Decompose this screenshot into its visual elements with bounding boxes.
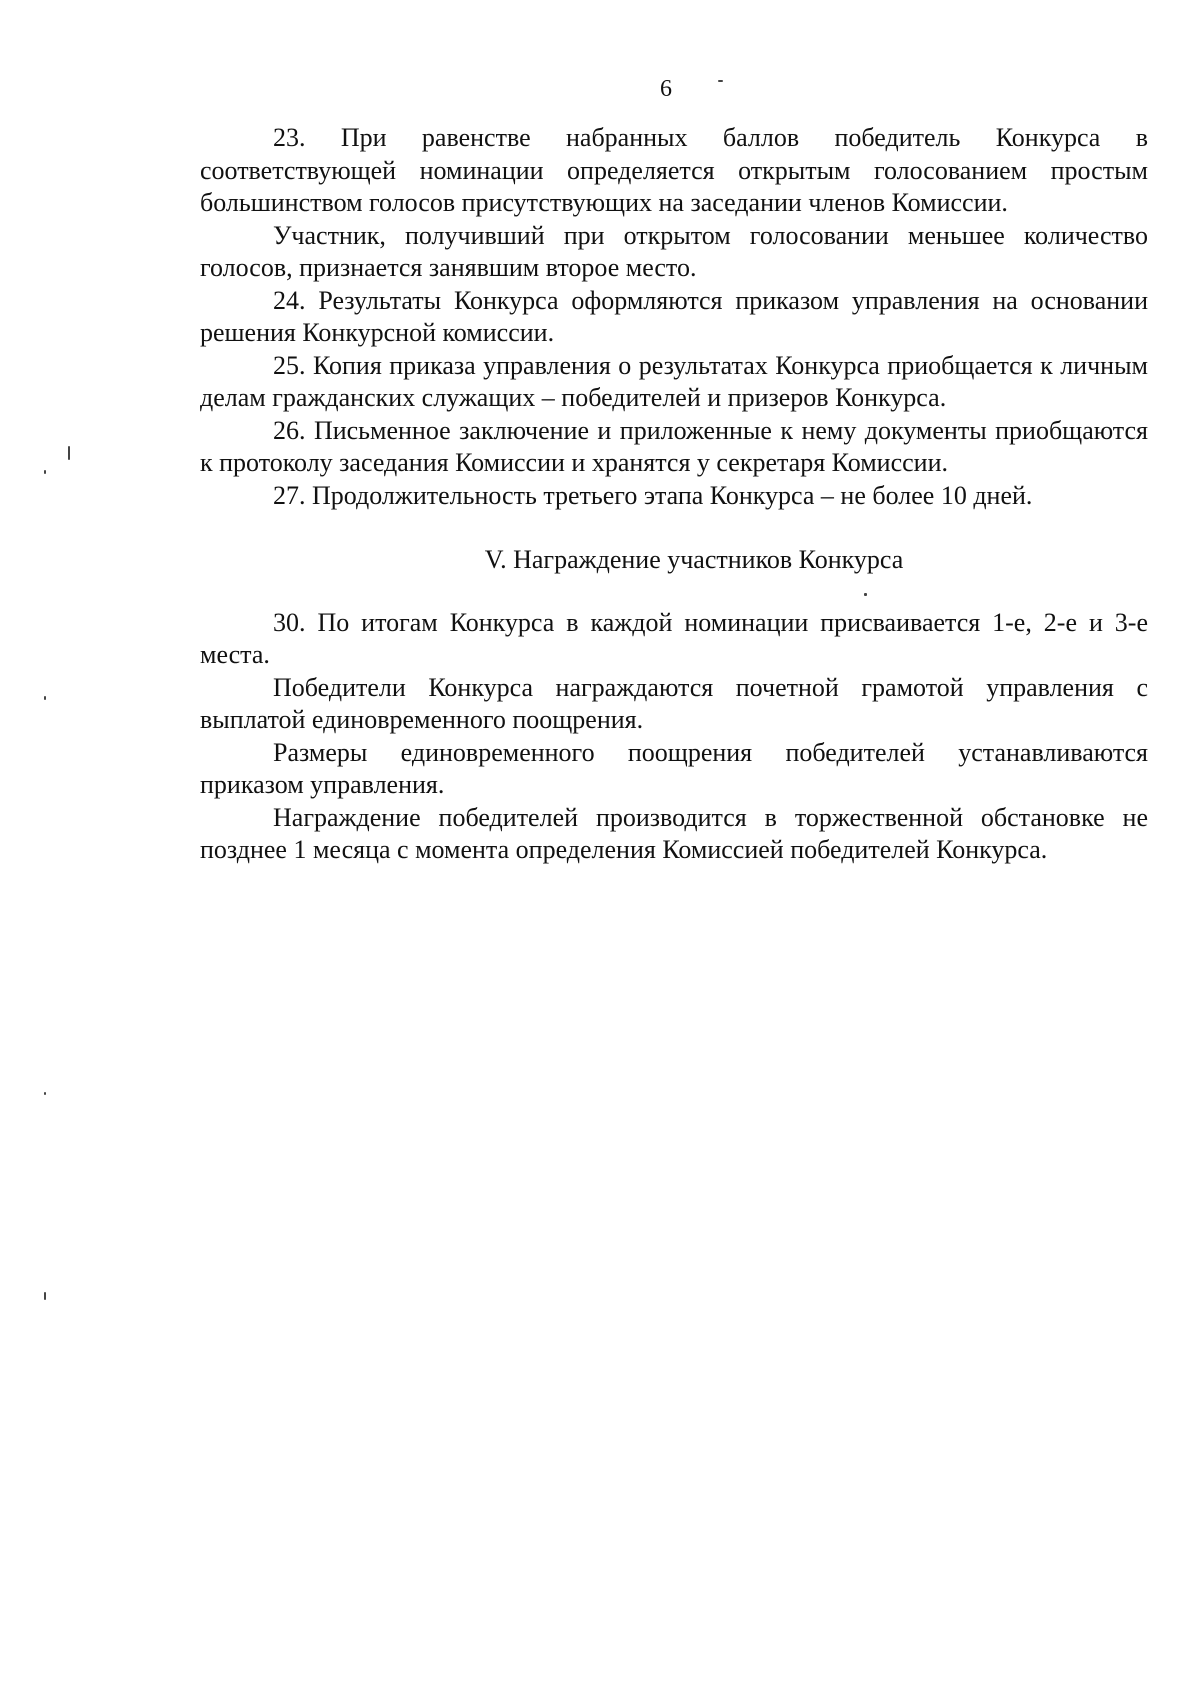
paragraph-27: 27. Продолжительность третьего этапа Конкурса – не более 10 дней.	[273, 480, 1033, 510]
page-number: 6	[660, 76, 672, 102]
paragraph-26: 26. Письменное заключение и приложенные к нему документы приобщаются к протоколу заседания Комиссии и хранятся у секретаря Комиссии.	[200, 415, 1148, 477]
paragraph-23: 23. При равенстве набранных баллов победитель Конкурса в соответствующей номинации определяется открытым голосованием простым большинством голосов присутствующих на заседании членов Комиссии.	[200, 123, 1148, 217]
paragraph-award-ceremony: Награждение победителей производится в торжественной обстановке не позднее 1 месяца с момента определения Комиссией победителей Конкурса.	[200, 802, 1148, 864]
scan-speck	[44, 1292, 46, 1300]
scan-speck	[864, 593, 867, 596]
paragraph-winners-awarded: Победители Конкурса награждаются почетной грамотой управления с выплатой единовременного поощрения.	[200, 672, 1148, 734]
paragraph-23-participant: Участник, получивший при открытом голосовании меньшее количество голосов, признается занявшим второе место.	[200, 220, 1148, 282]
paragraph-25: 25. Копия приказа управления о результатах Конкурса приобщается к личным делам гражданских служащих – победителей и призеров Конкурса.	[200, 350, 1148, 412]
scan-speck	[68, 446, 70, 460]
scan-speck	[44, 470, 46, 474]
paragraph-30: 30. По итогам Конкурса в каждой номинации присваивается 1-е, 2-е и 3-е места.	[200, 607, 1148, 669]
paragraph-24: 24. Результаты Конкурса оформляются приказом управления на основании решения Конкурсной комиссии.	[200, 285, 1148, 347]
section-heading: V. Награждение участников Конкурса	[484, 545, 904, 574]
scan-speck	[718, 80, 723, 82]
scan-speck	[44, 696, 46, 700]
document-body	[200, 122, 1148, 867]
scan-speck	[44, 1092, 46, 1095]
paragraph-bonus-size: Размеры единовременного поощрения победителей устанавливаются приказом управления.	[200, 737, 1148, 799]
